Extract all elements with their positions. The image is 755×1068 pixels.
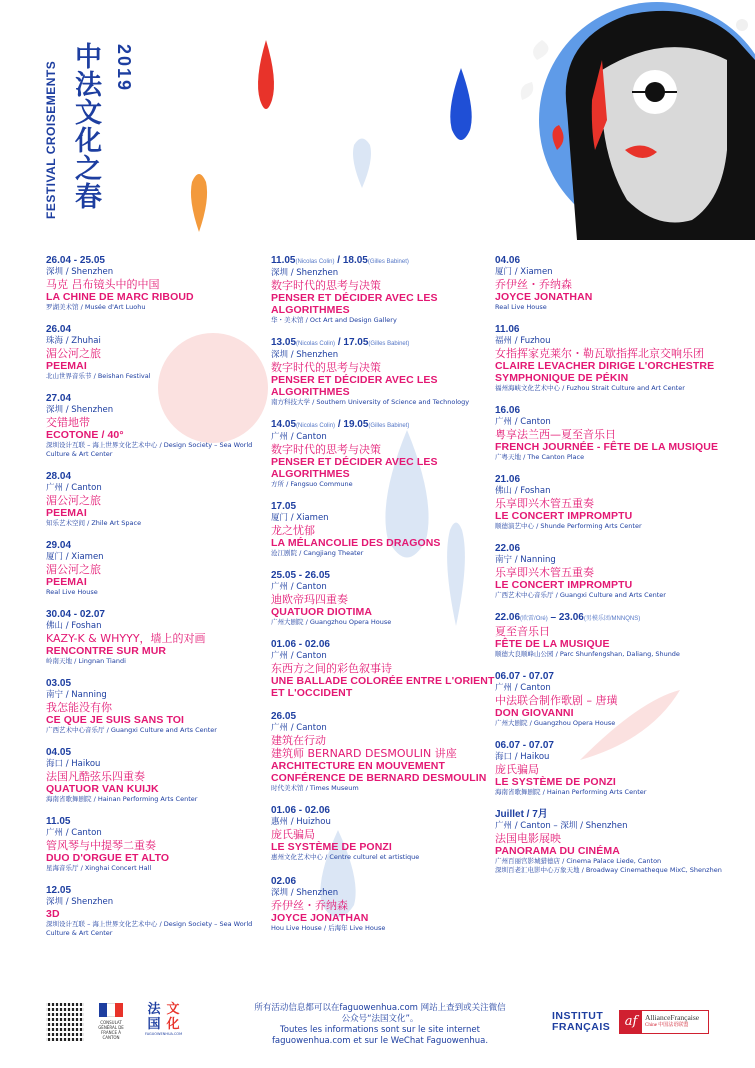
event-venue: 星海音乐厅 / Xinghai Concert Hall (46, 864, 152, 872)
event-title-fr: LE SYSTÈME DE PONZI (495, 776, 616, 788)
event-title-fr: PEEMAI (46, 360, 87, 372)
french-flag-icon (99, 1003, 123, 1017)
event-title-zh: 庞氏骗局 (271, 828, 315, 841)
event-place: 广州 / Canton (271, 723, 327, 733)
event-venue: 顺德大良顺峰山公园 / Parc Shunfengshan, Daliang, Shunde (495, 650, 680, 658)
event-item (46, 471, 276, 528)
event-place: 广州 / Canton (46, 828, 102, 838)
event-place: 厦门 / Xiamen (271, 513, 329, 523)
event-title-zh: 乐享即兴木管五重奏 (495, 566, 594, 579)
footer-info (215, 1003, 545, 1047)
event-venue: 海南省歌舞剧院 / Hainan Performing Arts Center (495, 788, 647, 796)
event-venue: 南方科技大学 / Southern University of Science and Technology (271, 398, 470, 406)
event-date: 13.05(Nicolas Colin) / 17.05(Gilles Babinet) (271, 337, 410, 348)
wechat-qr-code[interactable] (46, 1003, 84, 1041)
event-date: 25.05 - 26.05 (271, 570, 330, 581)
event-item (46, 324, 276, 381)
event-title-fr: LE CONCERT IMPROMPTU (495, 510, 633, 522)
event-item (495, 671, 725, 728)
event-title-fr: PENSER ET DÉCIDER AVEC LES ALGORITHMES (271, 374, 438, 398)
event-column-2 (271, 255, 501, 945)
event-date: 11.05 (46, 816, 71, 827)
footer-line-fr-2: faguowenhua.com et sur le WeChat Faguowenhua. (271, 1036, 489, 1046)
event-place: 佛山 / Foshan (46, 621, 102, 631)
event-place: 海口 / Haikou (495, 752, 550, 762)
consulate-text: CONSULAT GÉNÉRAL DE FRANCE À CANTON (98, 1020, 124, 1040)
event-column-3 (495, 255, 725, 887)
event-venue: 罗湖美术馆 / Musée d'Art Luohu (46, 303, 146, 311)
event-date: 26.04 - 25.05 (46, 255, 105, 266)
event-date: 26.05 (271, 711, 297, 722)
event-item (495, 543, 725, 600)
event-item (495, 740, 725, 797)
event-date: 14.05(Nicolas Colin) / 19.05(Gilles Babinet) (271, 419, 410, 430)
event-date: 30.04 - 02.07 (46, 609, 105, 620)
event-title-zh: 龙之忧郁 (271, 524, 315, 537)
event-place: 深圳 / Shenzhen (46, 897, 114, 907)
event-item (495, 405, 725, 462)
event-item (271, 255, 501, 325)
fwh-char: 文 (166, 1002, 180, 1017)
event-title-zh: 乐享即兴木管五重奏 (495, 497, 594, 510)
event-place: 广州 / Canton (495, 417, 551, 427)
event-place: 深圳 / Shenzhen (271, 888, 339, 898)
event-title-fr: ECOTONE / 40° (46, 429, 124, 441)
event-venue: 广州大剧院 / Guangzhou Opera House (271, 618, 392, 626)
event-venue: Hou Live House / 后海年 Live House (271, 924, 386, 932)
event-title-zh: 管风琴与中提琴二重奏 (46, 839, 156, 852)
event-title-zh: 我怎能没有你 (46, 701, 112, 714)
event-title-zh: 女指挥家克莱尔・勒瓦歇指挥北京交响乐团 (495, 347, 704, 360)
event-title-fr: PEEMAI (46, 576, 87, 588)
event-date: 29.04 (46, 540, 72, 551)
event-date: 28.04 (46, 471, 72, 482)
event-title-zh: 湄公河之旅 (46, 563, 101, 576)
event-title-fr: PENSER ET DÉCIDER AVEC LES ALGORITHMES (271, 292, 438, 316)
event-item (495, 809, 725, 875)
event-title-zh: 法国凡酷弦乐四重奏 (46, 770, 145, 783)
footer-line-zh-2: 公众号“法国文化”。 (341, 1014, 419, 1024)
event-title-fr: FÊTE DE LA MUSIQUE (495, 638, 610, 650)
event-venue: 福州海峡文化艺术中心 / Fuzhou Strait Culture and Art Center (495, 384, 685, 392)
alliance-francaise-logo (619, 1010, 709, 1034)
fwh-char: 化 (166, 1017, 180, 1032)
event-title-zh: 湄公河之旅 (46, 494, 101, 507)
event-place: 福州 / Fuzhou (495, 336, 551, 346)
event-item (495, 612, 725, 659)
event-venue: 华・美术馆 / Oct Art and Design Gallery (271, 316, 397, 324)
fwh-char: 国 (147, 1017, 161, 1032)
event-item (46, 255, 276, 312)
event-title-zh: 中法联合制作歌剧 – 唐璜 (495, 694, 618, 707)
event-title-fr: CE QUE JE SUIS SANS TOI (46, 714, 185, 726)
event-date: 22.06(欧雷/Oré) – 23.06(男模乐团/MNNQNS) (495, 612, 641, 623)
event-place: 深圳 / Shenzhen (46, 267, 114, 277)
event-title-zh: 数字时代的思考与决策 (271, 279, 381, 292)
fwh-char: 法 (147, 1002, 161, 1017)
event-venue: 广州大剧院 / Guangzhou Opera House (495, 719, 616, 727)
event-date: 04.06 (495, 255, 521, 266)
event-place: 南宁 / Nanning (46, 690, 107, 700)
event-place: 惠州 / Huizhou (271, 817, 331, 827)
event-place: 广州 / Canton (46, 483, 102, 493)
event-date: 06.07 - 07.07 (495, 671, 554, 682)
event-item (46, 678, 276, 735)
event-place: 广州 / Canton (271, 432, 327, 442)
event-title-fr: JOYCE JONATHAN (495, 291, 593, 303)
event-item (271, 570, 501, 627)
event-title-fr: DON GIOVANNI (495, 707, 574, 719)
event-title-zh: 湄公河之旅 (46, 347, 101, 360)
festival-name: FESTIVAL CROISEMENTS (44, 60, 58, 219)
footer-line-zh-1: 所有活动信息都可以在faguowenhua.com 网站上查到或关注微信 (254, 1003, 506, 1013)
event-place: 深圳 / Shenzhen (271, 268, 339, 278)
event-title-fr: QUATUOR DIOTIMA (271, 606, 373, 618)
event-date: 17.05 (271, 501, 297, 512)
event-item (495, 255, 725, 312)
event-item (46, 609, 276, 666)
event-venue: 知乐艺术空间 / Zhile Art Space (46, 519, 142, 527)
event-date: 01.06 - 02.06 (271, 639, 330, 650)
event-venue: Real Live House (495, 303, 547, 311)
event-title-zh: 东西方之间的彩色叙事诗 (271, 662, 392, 675)
event-title-fr: CLAIRE LEVACHER DIRIGE L'ORCHESTRE SYMPHONIQUE DE PÉKIN (495, 360, 715, 384)
event-place: 珠海 / Zhuhai (46, 336, 101, 346)
event-venue: 时代美术馆 / Times Museum (271, 784, 359, 792)
event-title-fr: PEEMAI (46, 507, 87, 519)
event-venue: 广州百丽宫影城猎德店 / Cinema Palace Liede, Canton 深圳百老汇电影中心万象天地 / Broadway Cinematheque MixC, Shenzhen (495, 857, 722, 874)
event-venue: 顺德演艺中心 / Shunde Performing Arts Center (495, 522, 642, 530)
event-date: 11.06 (495, 324, 520, 335)
event-venue: 沧江剧院 / Cangjiang Theater (271, 549, 364, 557)
event-title-zh: 法国电影展映 (495, 832, 561, 845)
event-title-zh: 交错地带 (46, 416, 90, 429)
event-venue: 广粤天地 / The Canton Place (495, 453, 585, 461)
event-item (271, 711, 501, 793)
event-item (46, 885, 276, 938)
event-title-zh: 乔伊丝・乔纳森 (271, 899, 348, 912)
event-date: 06.07 - 07.07 (495, 740, 554, 751)
event-place: 广州 / Canton (495, 683, 551, 693)
event-place: 佛山 / Foshan (495, 486, 551, 496)
french-consulate-logo (93, 1003, 129, 1041)
event-item (271, 639, 501, 699)
event-place: 厦门 / Xiamen (46, 552, 104, 562)
event-place: 南宁 / Nanning (495, 555, 556, 565)
event-title-fr: PANORAMA DU CINÉMA (495, 845, 620, 857)
event-venue: 深圳设计互联 – 海上世界文化艺术中心 / Design Society – Sea World Culture & Art Center (46, 920, 253, 937)
event-venue: 广西艺术中心音乐厅 / Guangxi Culture and Arts Center (46, 726, 217, 734)
event-venue: 惠州文化艺术中心 / Centre culturel et artistique (271, 853, 420, 861)
event-venue: 方所 / Fangsuo Commune (271, 480, 353, 488)
event-item (46, 393, 276, 459)
event-title-fr: RENCONTRE SUR MUR (46, 645, 167, 657)
event-title-zh: 建筑在行动 建筑师 BERNARD DESMOULIN 讲座 (271, 734, 457, 760)
af-name: AllianceFrançaise (645, 1013, 700, 1022)
event-title-zh: 数字时代的思考与决策 (271, 443, 381, 456)
event-place: 海口 / Haikou (46, 759, 101, 769)
event-title-zh: 3D (46, 908, 60, 920)
event-title-fr: JOYCE JONATHAN (271, 912, 369, 924)
event-title-fr: LE CONCERT IMPROMPTU (495, 579, 633, 591)
event-date: 12.05 (46, 885, 72, 896)
event-title-fr: FRENCH JOURNÉE - FÊTE DE LA MUSIQUE (495, 441, 719, 453)
festival-year: 2019 (114, 44, 134, 93)
event-title-fr: LA CHINE DE MARC RIBOUD (46, 291, 194, 303)
festival-chinese-title: 中法文化之春 (70, 42, 101, 210)
event-title-fr: UNE BALLADE COLORÉE ENTRE L'ORIENT ET L'OCCIDENT (271, 675, 495, 699)
event-title-zh: 迪欧帝玛四重奏 (271, 593, 348, 606)
event-title-fr: LA MÉLANCOLIE DES DRAGONS (271, 537, 441, 549)
event-venue: 海南省歌舞剧院 / Hainan Performing Arts Center (46, 795, 198, 803)
fwh-url: FAGUOWENHUA.COM (145, 1032, 183, 1036)
event-title-fr: PENSER ET DÉCIDER AVEC LES ALGORITHMES (271, 456, 438, 480)
event-title-zh: 乔伊丝・乔纳森 (495, 278, 572, 291)
event-title-fr: LE SYSTÈME DE PONZI (271, 841, 392, 853)
event-place: 广州 / Canton (271, 582, 327, 592)
event-date: 02.06 (271, 876, 297, 887)
event-item (495, 474, 725, 531)
event-item (271, 805, 501, 862)
event-title-zh: KAZY-K & WHYYY，墙上的对画 (46, 632, 206, 645)
event-date: 11.05(Nicolas Colin) / 18.05(Gilles Babinet) (271, 255, 409, 266)
event-place: 深圳 / Shenzhen (46, 405, 114, 415)
event-date: 22.06 (495, 543, 521, 554)
event-item (271, 876, 501, 933)
event-title-fr: DUO D'ORGUE ET ALTO (46, 852, 170, 864)
event-title-fr: QUATUOR VAN KUIJK (46, 783, 159, 795)
woman-portrait-illustration (517, 0, 755, 240)
event-venue: 岭南天地 / Lingnan Tiandi (46, 657, 126, 665)
event-place: 深圳 / Shenzhen (271, 350, 339, 360)
event-date: 01.06 - 02.06 (271, 805, 330, 816)
event-item (46, 816, 276, 873)
faguowenhua-logo (145, 1003, 185, 1039)
event-venue: 深圳设计互联 – 海上世界文化艺术中心 / Design Society – Sea World Culture & Art Center (46, 441, 253, 458)
event-place: 广州 / Canton – 深圳 / Shenzhen (495, 821, 628, 831)
event-date: 21.06 (495, 474, 521, 485)
event-title-zh: 夏至音乐日 (495, 625, 550, 638)
event-date: 03.05 (46, 678, 72, 689)
af-sub: Chine 中国法语联盟 (645, 1023, 689, 1028)
event-date: Juillet / 7月 (495, 809, 548, 820)
event-place: 厦门 / Xiamen (495, 267, 553, 277)
footer-line-fr-1: Toutes les informations sont sur le site internet (280, 1025, 480, 1035)
event-item (495, 324, 725, 393)
event-venue: Real Live House (46, 588, 98, 596)
event-item (46, 747, 276, 804)
event-item (271, 337, 501, 407)
event-title-zh: 马克 吕布镜头中的中国 (46, 278, 160, 291)
event-item (271, 419, 501, 489)
event-title-fr: ARCHITECTURE EN MOUVEMENT CONFÉRENCE DE BERNARD DESMOULIN (271, 760, 487, 784)
af-mark: af (620, 1011, 642, 1033)
event-place: 广州 / Canton (271, 651, 327, 661)
event-date: 16.06 (495, 405, 521, 416)
institut-francais-logo: INSTITUT FRANÇAIS (552, 1010, 611, 1033)
event-title-zh: 庞氏骗局 (495, 763, 539, 776)
event-venue: 北山世界音乐节 / Beishan Festival (46, 372, 151, 380)
event-venue: 广西艺术中心音乐厅 / Guangxi Culture and Arts Center (495, 591, 666, 599)
event-title-zh: 粤享法兰西—夏至音乐日 (495, 428, 616, 441)
event-item (46, 540, 276, 597)
event-title-zh: 数字时代的思考与决策 (271, 361, 381, 374)
event-column-1 (46, 255, 276, 950)
event-date: 27.04 (46, 393, 72, 404)
event-date: 04.05 (46, 747, 72, 758)
event-item (271, 501, 501, 558)
event-date: 26.04 (46, 324, 72, 335)
